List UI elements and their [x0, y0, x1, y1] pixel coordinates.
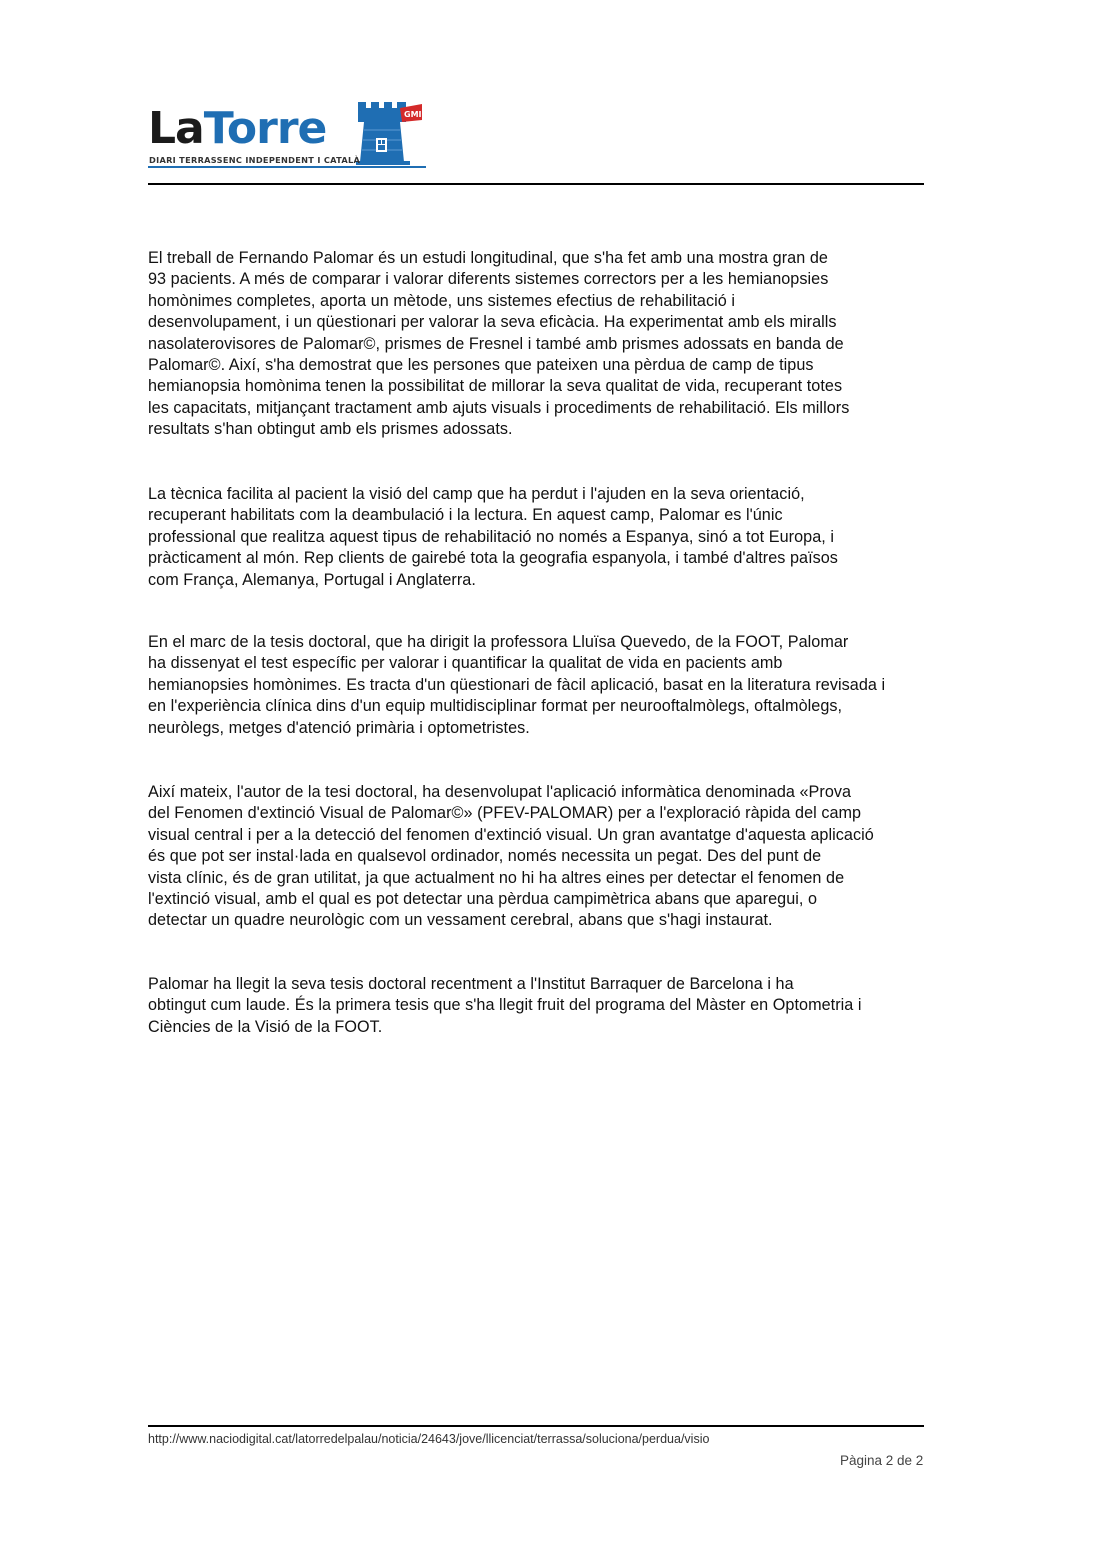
logo-word-torre: Torre	[203, 103, 327, 154]
logo-wordmark	[148, 104, 326, 154]
article-paragraph-4: Així mateix, l'autor de la tesi doctoral, ha desenvolupat l'aplicació informàtica denominada «Prova del Fenomen d'extinció Visual de Palomar©» (PFEV-PALOMAR) per a l'exploració ràpida del camp visual central i per a la detecció del fenomen d'extinció visual. Un gran avantatge d'aquesta aplicació és que pot ser instal·lada en qualsevol ordinador, només necessita un pegat. Des del punt de vista clínic, és de gran utilitat, ja que actualment no hi ha altres eines per detectar el fenomen de l'extinció visual, amb el qual es pot detectar una pèrdua campimètrica abans que aparegui, o detectar un quadre neurològic com un vessament cerebral, abans que s'hagi instaurat.	[148, 783, 874, 930]
source-url: http://www.naciodigital.cat/latorredelpalau/noticia/24643/jove/llicenciat/terrassa/soluciona/perdua/visio	[148, 1432, 710, 1446]
logo-subtitle: DIARI TERRASSENC INDEPENDENT I CATALÀ	[149, 155, 361, 165]
footer-divider	[148, 1425, 924, 1427]
article-paragraph-1: El treball de Fernando Palomar és un estudi longitudinal, que s'ha fet amb una mostra gran de 93 pacients. A més de comparar i valorar diferents sistemes correctors per a les hemianopsies homònimes completes, aporta un mètode, uns sistemes efectius de rehabilitació i desenvolupament, i un qüestionari per valorar la seva eficàcia. Ha experimentat amb els miralls nasolaterovisores de Palomar©, prismes de Fresnel i també amb prismes adossats en banda de Palomar©. Així, s'ha demostrat que les persones que pateixen una pèrdua de camp de tipus hemianopsia homònima tenen la possibilitat de millorar la seva qualitat de vida, recuperant totes les capacitats, mitjançant tractament amb ajuts visuals i procediments de rehabilitació. Els millors resultats s'han obtingut amb els prismes adossats.	[148, 249, 850, 439]
page-number: Pàgina 2 de 2	[840, 1453, 924, 1468]
tower-icon	[352, 100, 424, 166]
article-paragraph-3: En el marc de la tesis doctoral, que ha dirigit la professora Lluïsa Quevedo, de la FOOT, Palomar ha dissenyat el test específic per valorar i quantificar la qualitat de vida en pacients amb hemianopsies homònimes. Es tracta d'un qüestionari de fàcil aplicació, basat en la literatura revisada i en l'experiència clínica dins d'un equip multidisciplinar format per neurooftalmòlegs, oftalmòlegs, neuròlegs, metges d'atenció primària i optometristes.	[148, 633, 886, 737]
article-paragraph-2: La tècnica facilita al pacient la visió del camp que ha perdut i l'ajuden en la seva orientació, recuperant habilitats com la deambulació i la lectura. En aquest camp, Palomar es l'únic professional que realitza aquest tipus de rehabilitació no només a Espanya, sinó a tot Europa, i pràcticament al món. Rep clients de gairebé tota la geografia espanyola, i també d'altres països com França, Alemanya, Portugal i Anglaterra.	[148, 485, 838, 589]
article-paragraph-5: Palomar ha llegit la seva tesis doctoral recentment a l'Institut Barraquer de Barcelona i ha obtingut cum laude. És la primera tesis que s'ha llegit fruit del programa del Màster en Optometria i Ciències de la Visió de la FOOT.	[148, 975, 862, 1036]
logo-underline	[148, 166, 426, 168]
la-torre-logo	[148, 100, 428, 170]
logo-word-la: La	[148, 103, 204, 154]
header-divider	[148, 183, 924, 185]
logo-badge-text: GMI	[404, 110, 422, 119]
